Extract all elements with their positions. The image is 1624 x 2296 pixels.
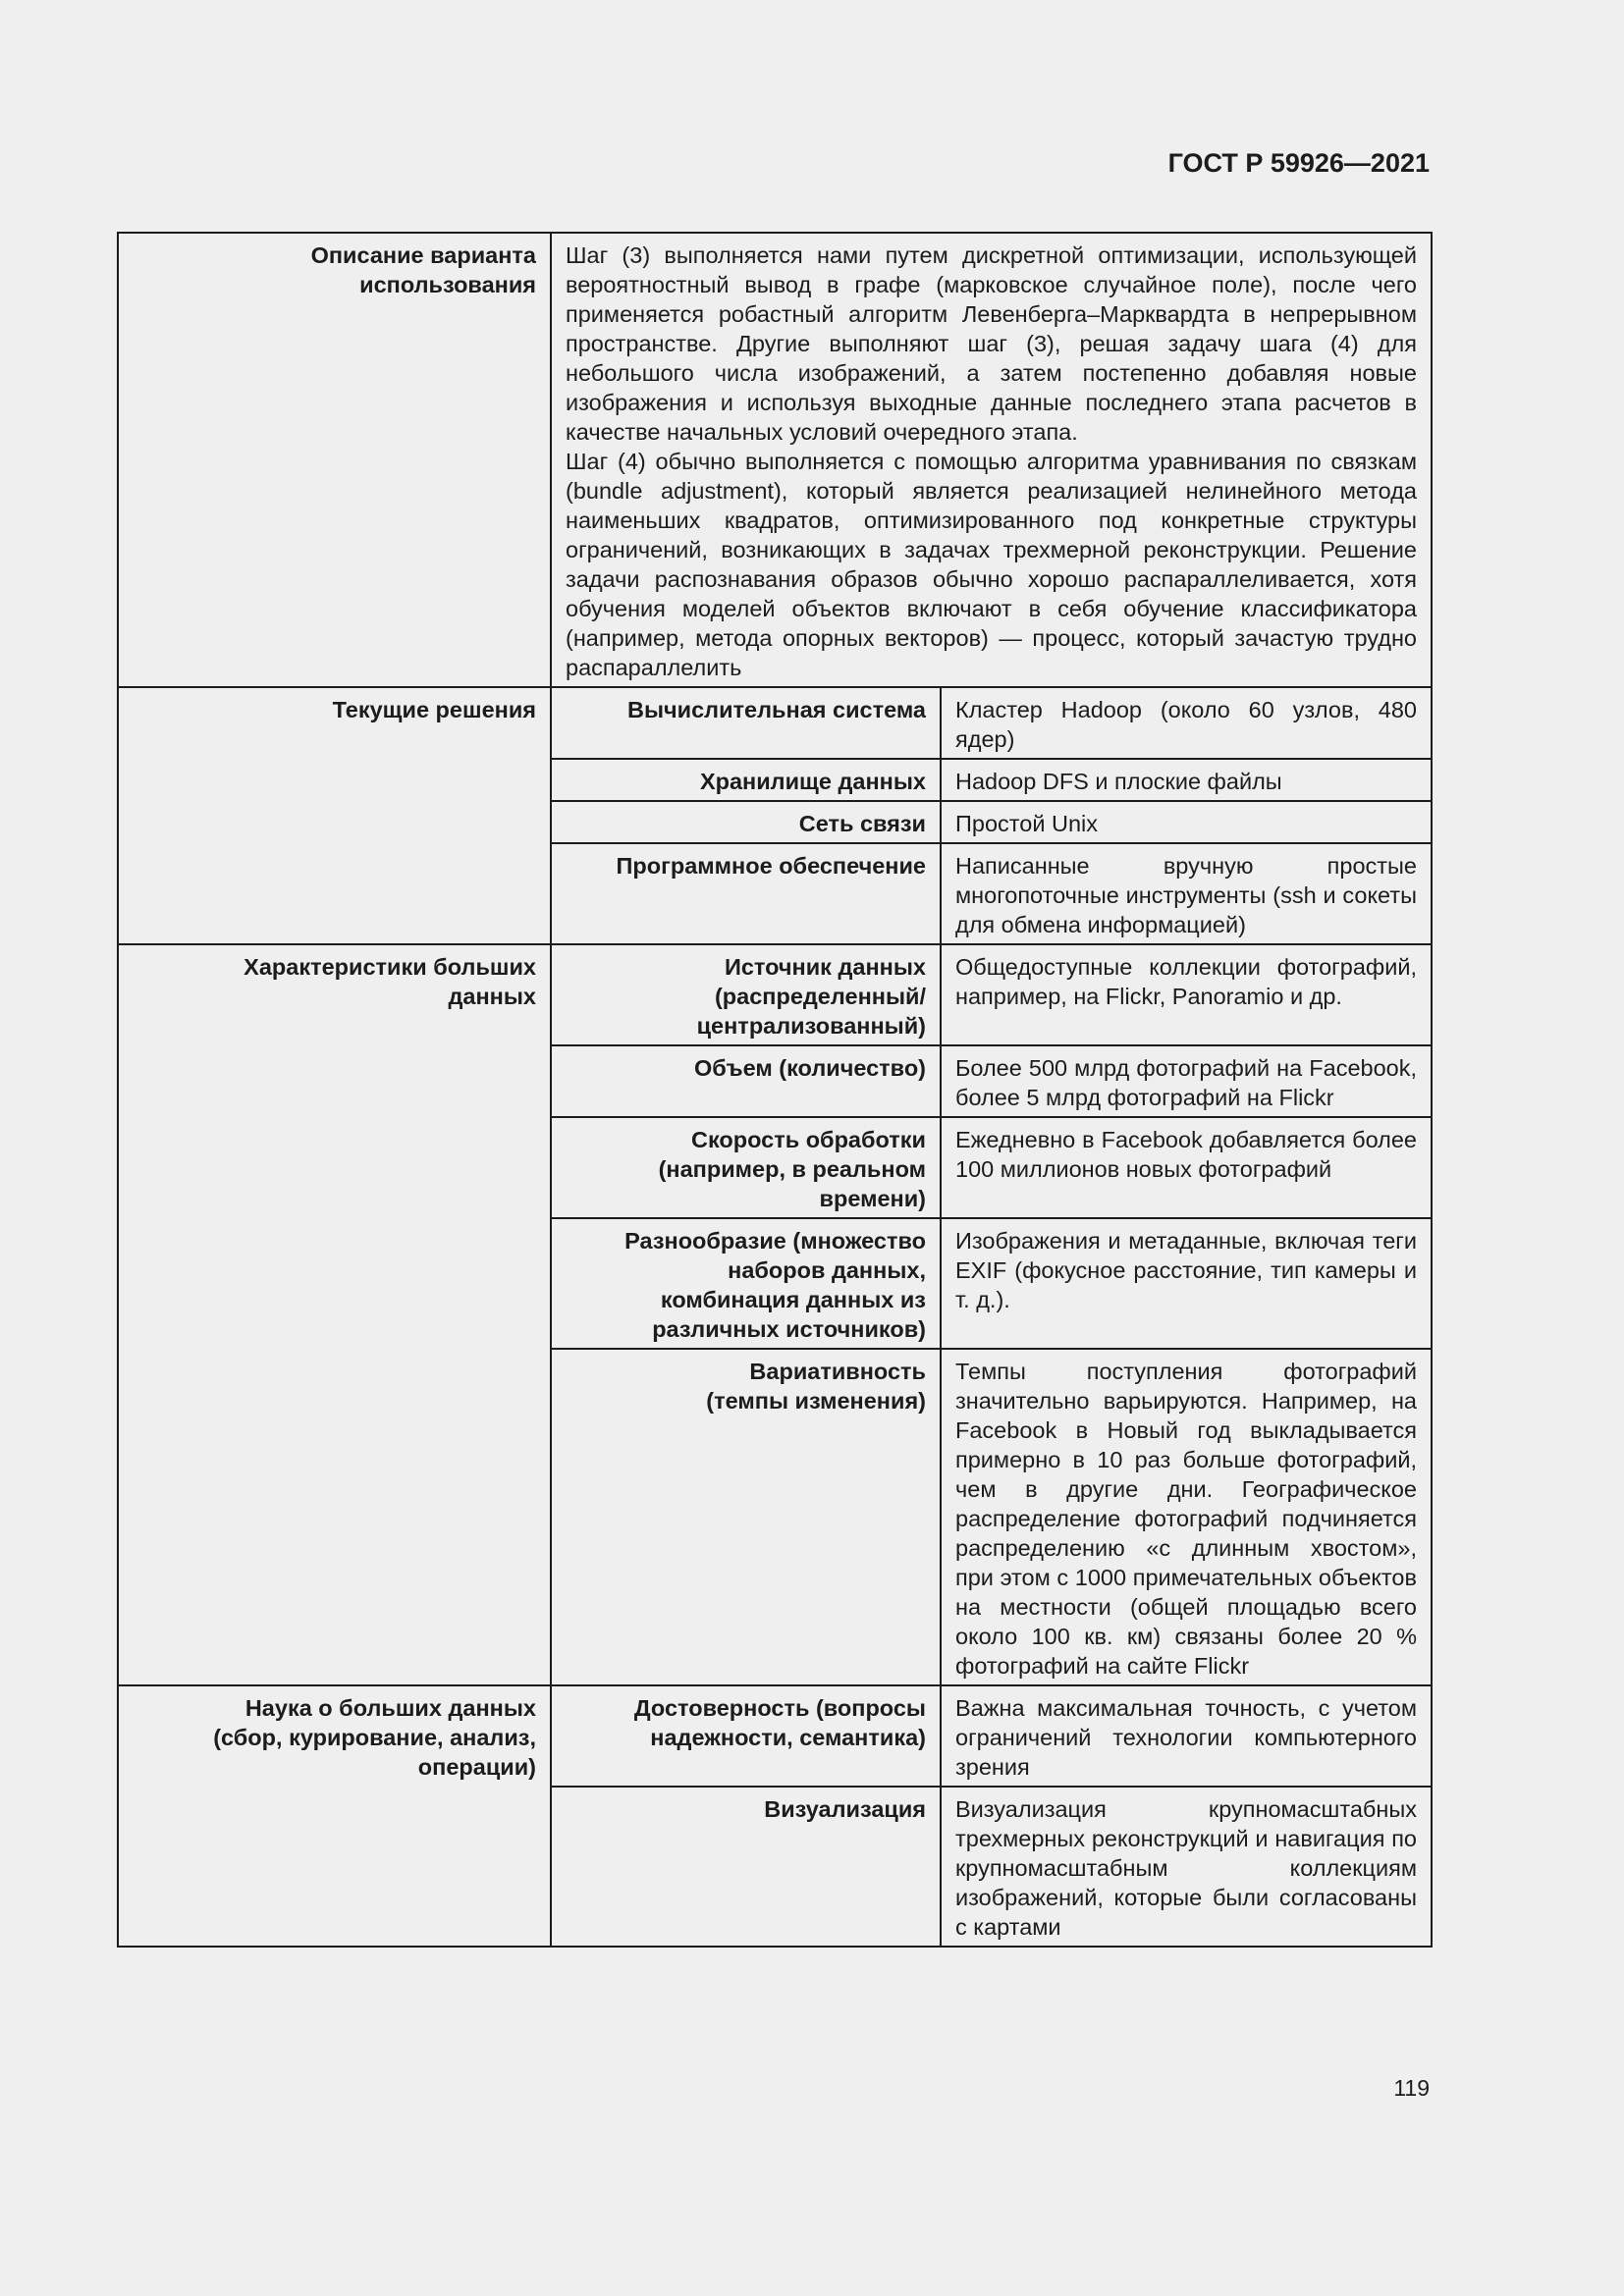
value-velocity: Ежедневно в Facebook добавляется более 100 миллионов новых фотографий — [941, 1117, 1432, 1218]
description-paragraph-2: Шаг (4) обычно выполняется с помощью алгоритма уравнивания по связкам (bundle adjustment), который является реализацией нелинейного метода наименьших квадратов, оптимизированного под конкретные структуры ограничений, возникающих в задачах трехмерной реконструкции. Решение задачи распознавания образов обычно хорошо распараллеливается, хотя обучения моделей объектов включают в себя обучение классификатора (например, метода опорных векторов) — процесс, который зачастую трудно распараллелить — [566, 449, 1417, 680]
label-volume: Объем (количество) — [551, 1045, 941, 1117]
use-case-table — [117, 232, 1433, 1948]
label-variety: Разнообразие (множество наборов данных, комбинация данных из различных источников) — [551, 1218, 941, 1349]
label-variability: Вариативность (темпы изменения) — [551, 1349, 941, 1685]
label-velocity: Скорость обработки (например, в реальном времени) — [551, 1117, 941, 1218]
row-label-description: Описание варианта использования — [118, 233, 551, 687]
label-storage: Хранилище данных — [551, 759, 941, 801]
label-source: Источник данных (распределенный/ централизованный) — [551, 944, 941, 1045]
label-visualization: Визуализация — [551, 1787, 941, 1947]
value-storage: Hadoop DFS и плоские файлы — [941, 759, 1432, 801]
row-description — [118, 233, 1432, 687]
row-label-current-solutions: Текущие решения — [118, 687, 551, 944]
row-compute — [118, 687, 1432, 759]
row-label-big-data-science: Наука о больших данных (сбор, курирование, анализ, операции) — [118, 1685, 551, 1947]
label-compute: Вычислительная система — [551, 687, 941, 759]
row-source — [118, 944, 1432, 1045]
value-network: Простой Unix — [941, 801, 1432, 843]
document-code: ГОСТ Р 59926—2021 — [1167, 148, 1430, 178]
value-variety: Изображения и метаданные, включая теги EXIF (фокусное расстояние, тип камеры и т. д.). — [941, 1218, 1432, 1349]
value-volume: Более 500 млрд фотографий на Facebook, более 5 млрд фотографий на Flickr — [941, 1045, 1432, 1117]
description-paragraph-1: Шаг (3) выполняется нами путем дискретной оптимизации, использующей вероятностный вывод в графе (марковское случайное поле), после чего применяется робастный алгоритм Левенберга–Марквардта в непрерывном пространстве. Другие выполняют шаг (3), решая задачу шага (4) для небольшого числа изображений, а затем постепенно добавляя новые изображения и используя выходные данные последнего этапа расчетов в качестве начальных условий очередного этапа. — [566, 242, 1417, 445]
value-visualization: Визуализация крупномасштабных трехмерных реконструкций и навигация по крупномасштабным коллекциям изображений, которые были согласованы с картами — [941, 1787, 1432, 1947]
row-veracity — [118, 1685, 1432, 1787]
value-source: Общедоступные коллекции фотографий, например, на Flickr, Panoramio и др. — [941, 944, 1432, 1045]
value-compute: Кластер Hadoop (около 60 узлов, 480 ядер) — [941, 687, 1432, 759]
value-variability: Темпы поступления фотографий значительно варьируются. Например, на Facebook в Новый год выкладывается примерно в 10 раз больше фотографий, чем в другие дни. Географическое распределение фотографий подчиняется распределению «с длинным хвостом», при этом с 1000 примечательных объектов на местности (общей площадью всего около 100 кв. км) связаны более 20 % фотографий на сайте Flickr — [941, 1349, 1432, 1685]
label-veracity: Достоверность (вопросы надежности, семантика) — [551, 1685, 941, 1787]
value-software: Написанные вручную простые многопоточные инструменты (ssh и сокеты для обмена информацией) — [941, 843, 1432, 944]
label-software: Программное обеспечение — [551, 843, 941, 944]
label-network: Сеть связи — [551, 801, 941, 843]
row-label-big-data-characteristics: Характеристики больших данных — [118, 944, 551, 1685]
description-text — [551, 233, 1432, 687]
page-number: 119 — [1393, 2075, 1430, 2101]
value-veracity: Важна максимальная точность, с учетом ограничений технологии компьютерного зрения — [941, 1685, 1432, 1787]
